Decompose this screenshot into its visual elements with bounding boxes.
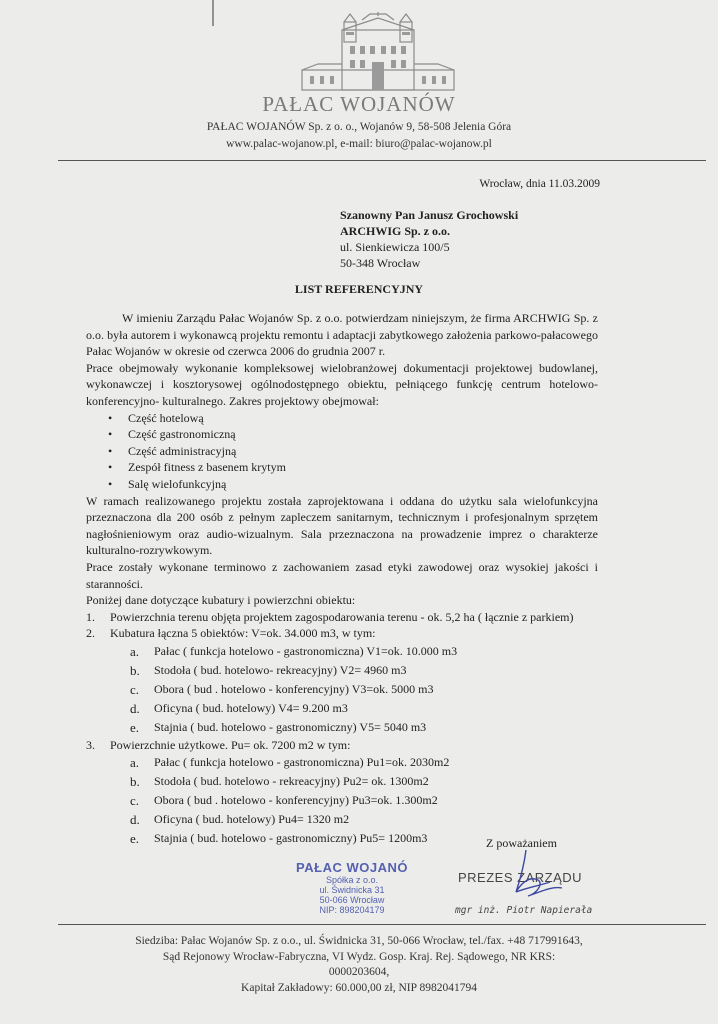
stamp-line: ul. Świdnicka 31 (319, 885, 385, 895)
paragraph-intro: W imieniu Zarządu Pałac Wojanów Sp. z o.o. potwierdzam niniejszym, że firma ARCHWIG Sp. z o.o. była autorem i wykonawcą projektu remontu i adaptacji zabytkowego założenia parkowo-pałacowego Pałac Wojanów w okresie od czerwca 2006 do grudnia 2007 r. (86, 311, 598, 359)
recipient-city: 50-348 Wrocław (340, 256, 421, 270)
scope-item: • Zespół fitness z basenem krytym (86, 459, 598, 476)
sub-item-letter: c. (130, 793, 140, 809)
sub-item (86, 718, 598, 737)
stamp-name: PAŁAC WOJANÓ (296, 860, 408, 875)
item-text: Powierzchnia terenu objęta projektem zagospodarowania terenu - ok. 5,2 ha ( łącznie z parkiem) (110, 609, 574, 624)
sub-item-letter: d. (130, 812, 140, 828)
recipient-company: ARCHWIG Sp. z o.o. (340, 224, 451, 238)
company-line: PAŁAC WOJANÓW Sp. z o. o., Wojanów 9, 58-508 Jelenia Góra (206, 121, 512, 133)
letter-title: LIST REFERENCYJNY (294, 282, 424, 296)
scope-item: • Salę wielofunkcyjną (86, 476, 598, 493)
handwritten-signature (486, 846, 586, 916)
sub-item-text: Stajnia ( bud. hotelowo - gastronomiczny) V5= 5040 m3 (154, 719, 427, 734)
scan-mark (212, 0, 214, 26)
item-text: Powierzchnie użytkowe. Pu= ok. 7200 m2 w tym: (110, 737, 351, 752)
scope-item: • Część gastronomiczną (86, 426, 598, 443)
company-stamp (296, 860, 408, 915)
recipient-street: ul. Sienkiewicza 100/5 (340, 240, 450, 254)
scope-list (86, 410, 598, 493)
sub-item (86, 772, 598, 791)
letter-body (86, 310, 598, 848)
sub-item-text: Stodoła ( bud. hotelowo - rekreacyjny) Pu2= ok. 1300m2 (154, 774, 429, 789)
palace-logo-icon (298, 12, 458, 94)
sub-item-letter: a. (130, 643, 140, 659)
footer-line: Siedziba: Pałac Wojanów Sp. z o.o., ul. Świdnicka 31, 50-066 Wrocław, tel./fax. +48 717991643, (135, 935, 583, 947)
footer (0, 934, 718, 996)
stamp-line: 50-066 Wrocław (319, 895, 385, 905)
scope-item: • Część hotelową (86, 410, 598, 427)
stamp-line: NIP: 898204179 (319, 905, 385, 915)
footer-line: 0000203604, (328, 966, 390, 978)
closing-phrase: Z poważaniem (486, 836, 557, 850)
sub-item-letter: e. (130, 719, 140, 735)
brand-name: PAŁAC WOJANÓW (262, 92, 456, 116)
sub-item (86, 810, 598, 829)
letter-date: Wrocław, dnia 11.03.2009 (479, 178, 600, 190)
sub-item-text: Obora ( bud . hotelowo - konferencyjny) V3=ok. 5000 m3 (154, 681, 434, 696)
paragraph-quality: Prace zostały wykonane terminowo z zachowaniem zasad etyki zawodowej oraz wysokiej jakości i staranności. (86, 559, 598, 591)
sub-item-text: Stajnia ( bud. hotelowo - gastronomiczny) Pu5= 1200m3 (154, 831, 428, 846)
numbered-list (86, 609, 598, 849)
sub-item-text: Oficyna ( bud. hotelowy) V4= 9.200 m3 (154, 700, 348, 715)
footer-line: Kapitał Zakładowy: 60.000,00 zł, NIP 8982041794 (241, 981, 477, 994)
sub-item (86, 680, 598, 699)
paragraph-scope: Prace obejmowały wykonanie kompleksowej wielobranżowej dokumentacji projektowej budowlanej, wykonawczej i kosztorysowej ogólnodostępnego obiektu, pełniącego funkcję centrum hotelowo- konferencyjno- kulturalnego. Zakres projektowy obejmował: (86, 360, 598, 408)
sub-item-letter: c. (130, 681, 140, 697)
sub-item-letter: e. (130, 831, 140, 847)
sub-item (86, 642, 598, 661)
footer-line: Sąd Rejonowy Wrocław-Fabryczna, VI Wydz. Gosp. Kraj. Rej. Sądowego, NR KRS: (162, 950, 556, 963)
scope-item: • Część administracyjną (86, 443, 598, 460)
signature-stamp-name: mgr inż. Piotr Napierała (455, 905, 593, 916)
sub-item-letter: a. (130, 755, 140, 771)
item-number: 2. (86, 626, 95, 641)
sub-item-text: Stodoła ( bud. hotelowo- rekreacyjny) V2= 4960 m3 (154, 662, 407, 677)
footer-divider (58, 924, 706, 925)
item-text: Kubatura łączna 5 obiektów: V=ok. 34.000 m3, w tym: (110, 626, 376, 641)
sub-item (86, 661, 598, 680)
sub-item-text: Oficyna ( bud. hotelowy) Pu4= 1320 m2 (154, 812, 350, 827)
item-number: 3. (86, 737, 95, 752)
sub-item (86, 699, 598, 718)
item-number: 1. (86, 609, 95, 624)
sub-item (86, 753, 598, 772)
signature-stamp-title: PREZES ZARZĄDU (458, 870, 583, 885)
numbered-item (86, 625, 598, 642)
sub-item-text: Obora ( bud . hotelowo - konferencyjny) Pu3=ok. 1.300m2 (154, 793, 438, 808)
paragraph-hall: W ramach realizowanego projektu została zaprojektowana i oddana do użytku sala wielofunkcyjna przeznaczona dla 200 osób z pełnym zapleczem sanitarnym, technicznym i profesjonalnym sprzętem nagłośnieniowym oraz audio-wizualnym. Sala przeznaczona na prowadzenie imprez o charakterze kulturalno-rozrywkowym. (86, 493, 598, 558)
stamp-line: Spółka z o.o. (325, 875, 379, 885)
sub-item-letter: b. (130, 662, 140, 678)
contact-line: www.palac-wojanow.pl, e-mail: biuro@palac-wojanow.pl (226, 138, 492, 150)
sub-item-letter: b. (130, 774, 140, 790)
sub-item-letter: d. (130, 700, 140, 716)
sub-item-text: Pałac ( funkcja hotelowo - gastronomiczna) Pu1=ok. 2030m2 (154, 755, 450, 770)
numbered-item (86, 609, 598, 626)
recipient-name: Szanowny Pan Janusz Grochowski (340, 208, 519, 222)
header-divider (58, 160, 706, 161)
sub-item-text: Pałac ( funkcja hotelowo - gastronomiczna) V1=ok. 10.000 m3 (154, 643, 458, 658)
numbered-item (86, 737, 598, 754)
sub-item (86, 791, 598, 810)
paragraph-data-intro: Poniżej dane dotyczące kubatury i powierzchni obiektu: (86, 593, 356, 608)
